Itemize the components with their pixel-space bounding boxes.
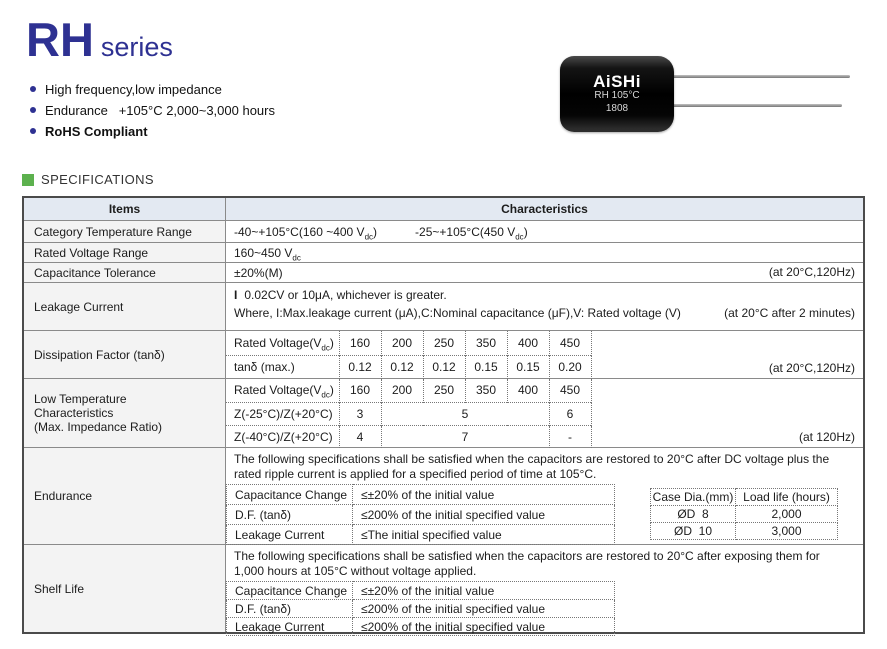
voltage-cell: 200	[381, 379, 423, 402]
series-code: RH	[26, 13, 94, 66]
impedance-z25-label: Z(-25°C)/Z(+20°C)	[226, 402, 339, 425]
criteria-value: ≤±20% of the initial value	[353, 485, 615, 505]
load-life-col-header: Case Dia.(mm)	[651, 489, 736, 506]
section-title: SPECIFICATIONS	[41, 172, 154, 187]
endurance-criteria-table	[226, 484, 615, 545]
characteristics-column-header: Characteristics	[226, 198, 863, 220]
impedance-cell: 5	[381, 402, 549, 425]
criteria-name: Capacitance Change	[227, 485, 353, 505]
table-row-dissipation-factor	[24, 330, 863, 378]
voltage-cell: 160	[339, 379, 381, 402]
shelf-life-value	[226, 545, 863, 632]
series-word: series	[100, 32, 173, 62]
feature-item	[30, 103, 275, 117]
table-row-category-temperature	[24, 220, 863, 242]
voltage-cell: 400	[507, 331, 549, 355]
impedance-cell: -	[549, 425, 591, 448]
leakage-definition: Where, I:Max.leakage current (μA),C:Nominal capacitance (μF),V: Rated voltage (V) (at 20°C after 2 minutes)	[234, 306, 855, 320]
impedance-cell: 6	[549, 402, 591, 425]
table-row-rated-voltage	[24, 242, 863, 262]
category-temperature-value	[226, 221, 863, 242]
criteria-value: ≤200% of the initial specified value	[353, 600, 615, 618]
load-life-col-header: Load life (hours)	[736, 489, 838, 506]
bullet-icon	[30, 86, 36, 92]
lead-wire	[672, 104, 842, 107]
series-title	[26, 13, 173, 66]
load-life-hours-cell: 3,000	[736, 523, 838, 540]
spec-table	[22, 196, 865, 634]
criteria-name: D.F. (tanδ)	[227, 600, 353, 618]
bullet-icon	[30, 128, 36, 134]
item-label	[24, 379, 226, 447]
criteria-value: ≤±20% of the initial value	[353, 582, 615, 600]
impedance-cell: 7	[381, 425, 549, 448]
table-row-capacitance-tolerance	[24, 262, 863, 282]
tan-delta-cell: 0.15	[507, 355, 549, 379]
leakage-formula: I 0.02CV or 10μA, whichever is greater.	[234, 288, 447, 302]
low-temperature-value	[226, 379, 863, 447]
feature-text: High frequency,low impedance	[45, 81, 222, 97]
capacitor-marking-series: RH 105°C	[594, 90, 640, 102]
shelf-criteria-table	[226, 581, 615, 636]
value-text: -40~+105°C(160 ~400 $V_{dc}$)	[234, 224, 378, 241]
criteria-name: Capacitance Change	[227, 582, 353, 600]
criteria-name: D.F. (tanδ)	[227, 505, 353, 525]
endurance-value	[226, 448, 863, 544]
item-label: Dissipation Factor (tanδ)	[24, 331, 226, 378]
bullet-icon	[30, 107, 36, 113]
item-label: Capacitance Tolerance	[24, 263, 226, 282]
feature-text: Endurance +105°C 2,000~3,000 hours	[45, 102, 275, 118]
table-row-endurance	[24, 447, 863, 544]
tan-delta-cell: 0.12	[423, 355, 465, 379]
table-row-low-temperature	[24, 378, 863, 447]
condition-note: (at 20°C,120Hz)	[768, 265, 855, 279]
tolerance-value	[226, 263, 863, 282]
tan-delta-cell: 0.12	[381, 355, 423, 379]
voltage-header-label: Rated $Voltage(V_{dc})$	[234, 335, 334, 353]
feature-text: RoHS Compliant	[45, 123, 148, 139]
table-row-leakage-current	[24, 282, 863, 330]
item-label: Category Temperature Range	[24, 221, 226, 242]
rated-voltage-value	[226, 243, 863, 262]
tan-delta-cell: 0.20	[549, 355, 591, 379]
item-label: Rated Voltage Range	[24, 243, 226, 262]
voltage-cell: 250	[423, 379, 465, 402]
feature-item	[30, 124, 275, 138]
tan-delta-cell: 0.15	[465, 355, 507, 379]
criteria-value: ≤The initial specified value	[353, 525, 615, 545]
voltage-cell: 200	[381, 331, 423, 355]
table-header-row	[24, 198, 863, 220]
items-column-header: Items	[24, 198, 226, 220]
criteria-name: Leakage Current	[227, 525, 353, 545]
voltage-cell: 350	[465, 331, 507, 355]
case-diameter-cell: ØD 8	[651, 506, 736, 523]
item-label: Endurance	[24, 448, 226, 544]
section-marker-icon	[22, 174, 34, 186]
case-diameter-cell: ØD 10	[651, 523, 736, 540]
impedance-cell: 4	[339, 425, 381, 448]
voltage-cell: 250	[423, 331, 465, 355]
feature-list	[30, 82, 275, 145]
impedance-ratio-table	[226, 379, 592, 448]
criteria-value: ≤200% of the initial specified value	[353, 618, 615, 636]
voltage-cell: 160	[339, 331, 381, 355]
condition-note: (at 20°C after 2 minutes)	[724, 306, 855, 320]
voltage-cell: 400	[507, 379, 549, 402]
criteria-name: Leakage Current	[227, 618, 353, 636]
tan-delta-label: tanδ (max.)	[226, 355, 339, 379]
value-text: 160~450 $V_{dc}$	[234, 245, 301, 262]
voltage-cell: 450	[549, 331, 591, 355]
tan-delta-cell: 0.12	[339, 355, 381, 379]
criteria-value: ≤200% of the initial specified value	[353, 505, 615, 525]
item-label: Shelf Life	[24, 545, 226, 632]
endurance-intro: The following specifications shall be satisfied when the capacitors are restored to 20°C after DC voltage plus the rated ripple current is applied for a specified period of time at 105°C.	[234, 452, 830, 481]
value-text: -25~+105°C(450 $V_{dc}$)	[415, 224, 528, 241]
item-label-multiline: Low Temperature Characteristics (Max. Impedance Ratio)	[34, 392, 163, 434]
voltage-cell: 350	[465, 379, 507, 402]
impedance-cell: 3	[339, 402, 381, 425]
shelf-life-intro: The following specifications shall be satisfied when the capacitors are restored to 20°C after exposing them for 1,000 hours at 105°C without voltage applied.	[234, 549, 820, 578]
condition-note: (at 120Hz)	[798, 430, 855, 444]
capacitor-body	[560, 56, 674, 132]
item-label: Leakage Current	[24, 283, 226, 330]
capacitor-photo	[560, 54, 860, 154]
load-life-hours-cell: 2,000	[736, 506, 838, 523]
condition-note: (at 20°C,120Hz)	[768, 361, 855, 375]
feature-item	[30, 82, 275, 96]
leakage-current-value	[226, 283, 863, 330]
capacitor-marking-lot: 1808	[605, 102, 629, 114]
table-row-shelf-life	[24, 544, 863, 632]
brand-logo: AiSHi	[593, 71, 641, 91]
voltage-header-label: Rated $Voltage(V_{dc})$	[234, 383, 334, 400]
lead-wire	[672, 75, 850, 78]
impedance-z40-label: Z(-40°C)/Z(+20°C)	[226, 425, 339, 448]
section-header	[22, 172, 154, 187]
voltage-cell: 450	[549, 379, 591, 402]
value-text: ±20%(M)	[234, 265, 283, 280]
dissipation-voltage-table	[226, 331, 592, 379]
load-life-table	[650, 488, 838, 540]
dissipation-factor-value	[226, 331, 863, 378]
